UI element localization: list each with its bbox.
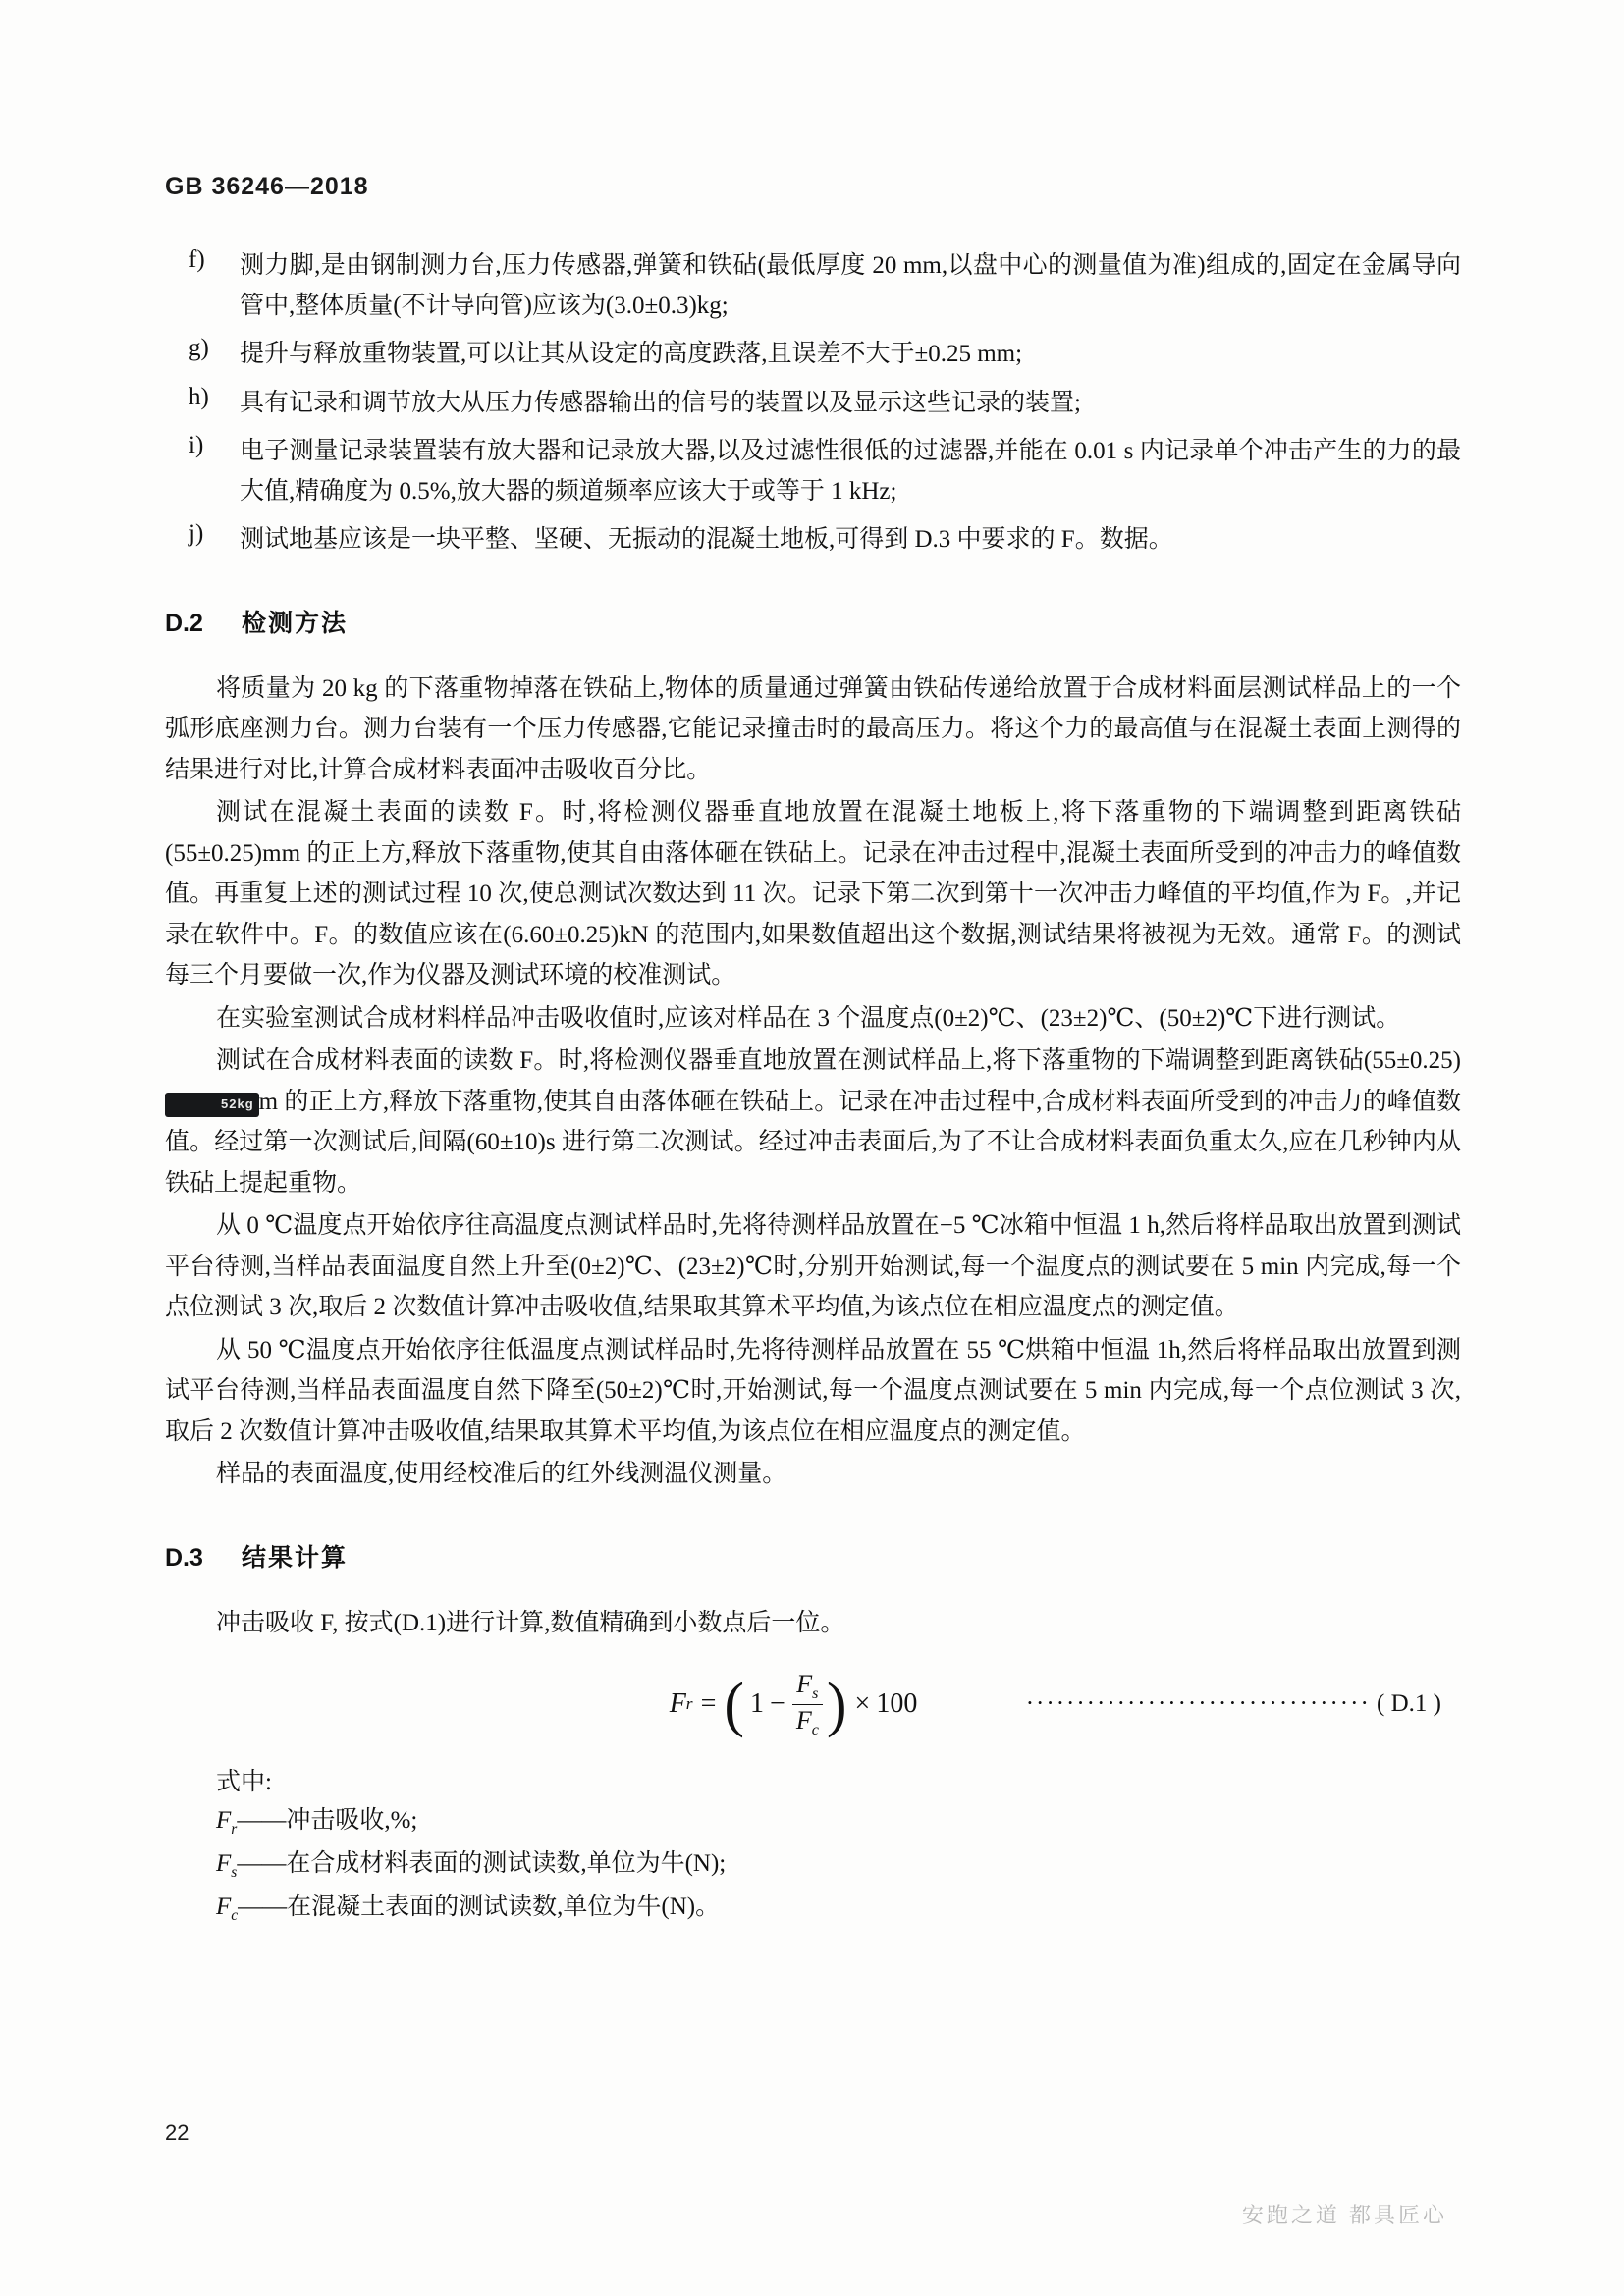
formula-lhs-subscript: r: [685, 1693, 693, 1713]
list-item: [165, 246, 1461, 326]
symbol-subscript: s: [231, 1864, 238, 1882]
paragraph-with-redaction: [165, 1041, 1461, 1203]
list-item-marker: g): [189, 335, 209, 361]
formula-intro-text: 冲击吸收 F, 按式(D.1)进行计算,数值精确到小数点后一位。: [216, 1609, 845, 1636]
formula-expression: [670, 1669, 918, 1738]
section-number: D.2: [165, 609, 203, 637]
formula-number: ( D.1 ): [1377, 1689, 1441, 1717]
definition-text: 冲击吸收,%;: [286, 1807, 418, 1835]
formula-equals: =: [700, 1687, 717, 1719]
symbol-definition: [165, 1801, 1461, 1842]
where-label: 式中:: [216, 1769, 272, 1796]
formula-value: 100: [876, 1687, 918, 1719]
fraction-denominator-symbol: F: [795, 1706, 812, 1735]
list-item-marker: i): [189, 432, 204, 458]
fraction-denominator-subscript: c: [811, 1722, 819, 1739]
redaction-overlay: 52kg: [165, 1093, 259, 1117]
section-title: 结果计算: [242, 1543, 349, 1572]
definition-text: 在混凝土表面的测试读数,单位为牛(N)。: [287, 1893, 721, 1920]
paragraph: 在实验室测试合成材料样品冲击吸收值时,应该对样品在 3 个温度点(0±2)℃、(23±2)℃、(50±2)℃下进行测试。: [216, 1004, 1401, 1032]
paragraph: 样品的表面温度,使用经校准后的红外线测温仪测量。: [216, 1461, 787, 1487]
section-heading-d2: [165, 604, 1461, 639]
section-number: D.3: [165, 1543, 203, 1572]
formula-number-tag: [1026, 1690, 1441, 1718]
formula-leader-dots: ··································: [1025, 1689, 1371, 1717]
lettered-list: [165, 246, 1461, 561]
section-title: 检测方法: [242, 609, 349, 637]
paragraph: 从 0 ℃温度点开始依序往高温度点测试样品时,先将待测样品放置在−5 ℃冰箱中恒温 1 h,然后将样品取出放置到测试平台待测,当样品表面温度自然上升至(0±2)℃、(23±2)℃时,分别开始测试,每一个温度点的测试要在 5 min 内完成,每一个点位测试 3 次,取后 2 次数值计算冲击吸收值,结果取其算术平均值,为该点位在相应温度点的测定值。: [165, 1212, 1461, 1320]
definition-dash: ——: [238, 1893, 288, 1920]
list-item-marker: f): [189, 246, 205, 273]
list-item: [165, 384, 1461, 424]
definition-text: 在合成材料表面的测试读数,单位为牛(N);: [286, 1850, 727, 1878]
list-item-text: 测力脚,是由钢制测力台,压力传感器,弹簧和铁砧(最低厚度 20 mm,以盘中心的测量值为准)组成的,固定在金属导向管中,整体质量(不计导向管)应该为(3.0±0.3)kg;: [240, 252, 1461, 319]
symbol-subscript: c: [231, 1906, 239, 1924]
formula-one: 1: [750, 1687, 765, 1719]
list-item: [165, 432, 1461, 511]
formula-block: [165, 1669, 1461, 1738]
formula-paren-open: (: [724, 1672, 745, 1739]
fraction-numerator: [792, 1670, 822, 1704]
section-heading-d3: [165, 1538, 1461, 1574]
list-item-text: 提升与释放重物装置,可以让其从设定的高度跌落,且误差不大于±0.25 mm;: [240, 341, 1023, 367]
formula-fraction: [792, 1670, 823, 1739]
list-item-marker: h): [189, 383, 209, 410]
page-number: 22: [165, 2120, 189, 2145]
paragraph-text-after: m 的正上方,释放下落重物,使其自由落体砸在铁砧上。记录在冲击过程中,合成材料表面所受到的冲击力的峰值数值。经过第一次测试后,间隔(60±10)s 进行第二次测试。经过冲击表面后,为了不让合成材料表面负重太久,应在几秒钟内从铁砧上提起重物。: [165, 1088, 1461, 1197]
list-item: [165, 520, 1461, 561]
list-item: [165, 335, 1461, 375]
paragraph: 将质量为 20 kg 的下落重物掉落在铁砧上,物体的质量通过弹簧由铁砧传递给放置于合成材料面层测试样品上的一个弧形底座测力台。测力台装有一个压力传感器,它能记录撞击时的最高压力。将这个力的最高值与在混凝土表面上测得的结果进行对比,计算合成材料表面冲击吸收百分比。: [165, 674, 1461, 783]
standard-code-header: GB 36246—2018: [165, 173, 369, 200]
fraction-numerator-subscript: s: [812, 1685, 819, 1703]
paragraph: 测试在混凝土表面的读数 F。时,将检测仪器垂直地放置在混凝土地板上,将下落重物的下端调整到距离铁砧(55±0.25)mm 的正上方,释放下落重物,使其自由落体砸在铁砧上。记录在冲击过程中,混凝土表面所受到的冲击力的峰值数值。再重复上述的测试过程 10 次,使总测试次数达到 11 次。记录下第二次到第十一次冲击力峰值的平均值,作为 F。,并记录在软件中。F。的数值应该在(6.60±0.25)kN 的范围内,如果数值超出这个数据,测试结果将被视为无效。通常 F。的测试每三个月要做一次,作为仪器及测试环境的校准测试。: [165, 799, 1461, 988]
watermark: 安跑之道 都具匠心: [1241, 2203, 1447, 2227]
paragraph-text-before: 测试在合成材料表面的读数 F。时,将检测仪器垂直地放置在测试样品上,将下落重物的下端调整到距离铁砧(55±0.25): [216, 1047, 1461, 1074]
formula-times: ×: [854, 1687, 871, 1719]
list-item-text: 具有记录和调节放大从压力传感器输出的信号的装置以及显示这些记录的装置;: [240, 389, 1081, 416]
list-item-text: 电子测量记录装置装有放大器和记录放大器,以及过滤性很低的过滤器,并能在 0.01 s 内记录单个冲击产生的力的最大值,精确度为 0.5%,放大器的频道频率应该大于或等于 1 kHz;: [240, 438, 1461, 505]
fraction-denominator: [792, 1704, 823, 1739]
symbol: F: [216, 1850, 232, 1878]
symbol: F: [216, 1807, 232, 1835]
symbol-definition: [165, 1888, 1461, 1929]
list-item-text: 测试地基应该是一块平整、坚硬、无振动的混凝土地板,可得到 D.3 中要求的 F。数据。: [240, 526, 1173, 553]
list-item-marker: j): [189, 520, 204, 547]
formula-minus: −: [770, 1687, 785, 1719]
fraction-numerator-symbol: F: [796, 1670, 813, 1698]
symbol-definition: [165, 1844, 1461, 1886]
formula-lhs: F: [669, 1687, 686, 1719]
page-content: [165, 173, 1461, 1931]
formula-paren-close: ): [826, 1672, 847, 1739]
definition-dash: ——: [237, 1807, 287, 1835]
paragraph: 从 50 ℃温度点开始依序往低温度点测试样品时,先将待测样品放置在 55 ℃烘箱中恒温 1h,然后将样品取出放置到测试平台待测,当样品表面温度自然下降至(50±2)℃时,开始测试,每一个温度点测试要在 5 min 内完成,每一个点位测试 3 次,取后 2 次数值计算冲击吸收值,结果取其算术平均值,为该点位在相应温度点的测定值。: [165, 1336, 1461, 1445]
symbol-subscript: r: [231, 1821, 238, 1839]
definition-dash: ——: [237, 1850, 287, 1878]
symbol: F: [216, 1893, 232, 1920]
